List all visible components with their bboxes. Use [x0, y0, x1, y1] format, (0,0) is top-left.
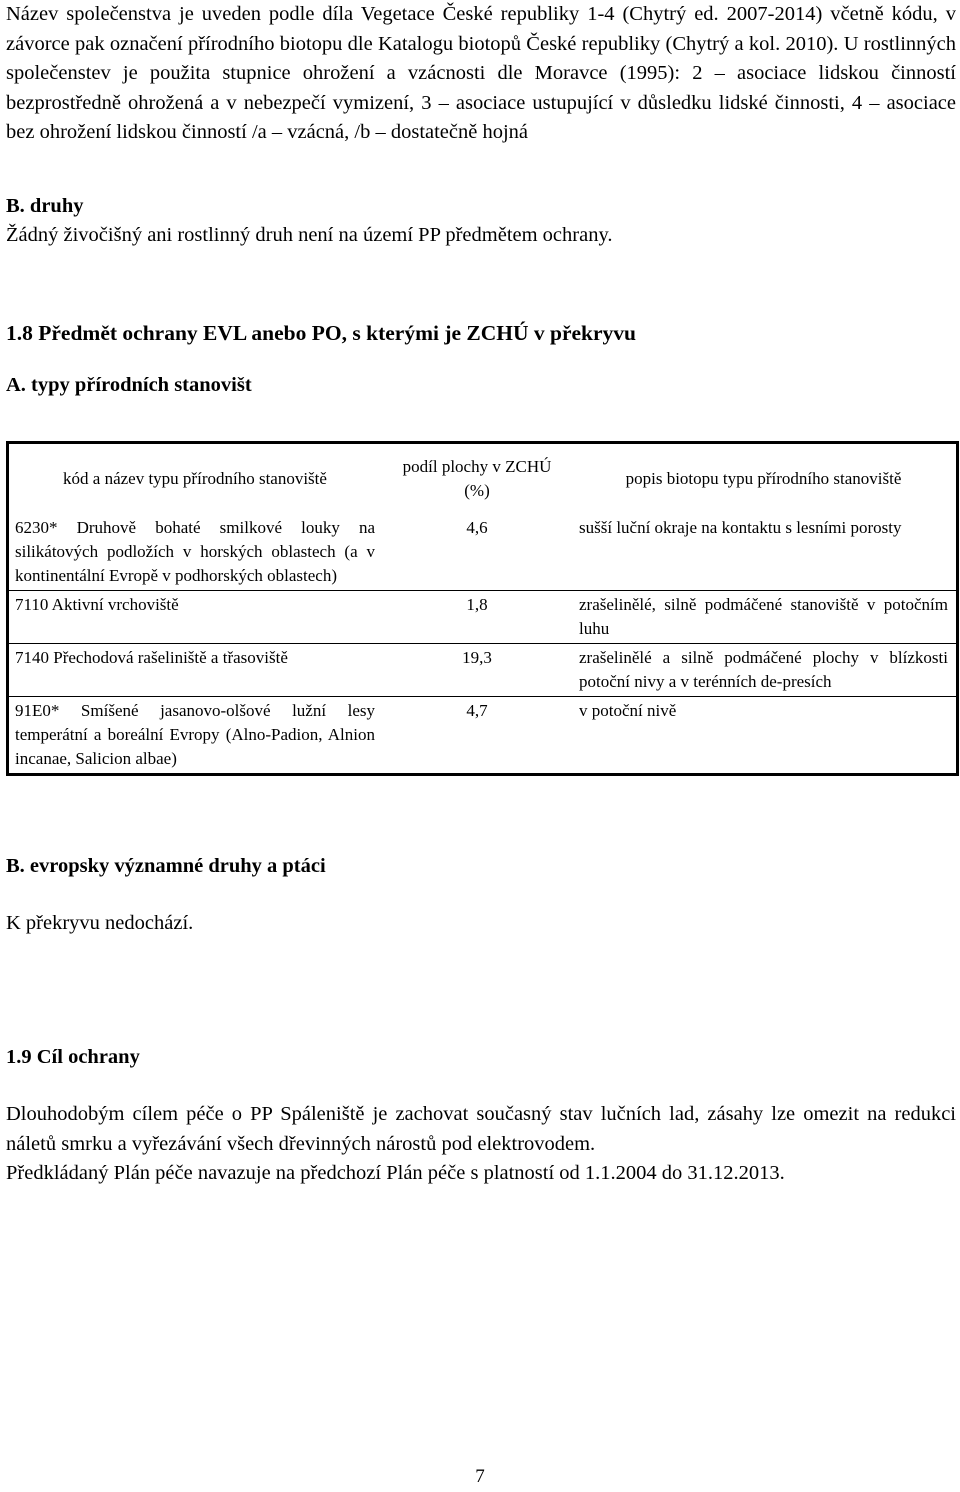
header-description: popis biotopu typu přírodního stanoviště — [625, 468, 902, 488]
table-header-row — [8, 442, 958, 514]
table-row — [8, 590, 958, 643]
text-b-evropsky: K překryvu nedochází. — [6, 912, 194, 934]
text-b-druhy: Žádný živočišný ani rostlinný druh není na území PP předmětem ochrany. — [6, 224, 613, 246]
header-share: podíl plochy v ZCHÚ (%) — [402, 456, 552, 500]
subheading-typy-stanovist: A. typy přírodních stanovišt — [6, 374, 252, 396]
text-1-9-goal: Dlouhodobým cílem péče o PP Spáleniště je zachovat současný stav lučních lad, zásahy lze omezit na redukci náletů smrku a vyřezávání všech dřevinných nárostů pod elektrovodem. — [6, 1103, 956, 1155]
row-description: zrašelinělé, silně podmáčené stanoviště v potočním luhu — [573, 590, 958, 643]
row-description: v potoční nivě — [573, 696, 958, 774]
table-row — [8, 643, 958, 696]
row-description: sušší luční okraje na kontaktu s lesními porosty — [579, 517, 902, 537]
document-page — [6, 0, 956, 1189]
header-code-name: kód a název typu přírodního stanoviště — [63, 468, 327, 488]
row-share: 4,7 — [383, 696, 573, 774]
row-name: 91E0* Smíšené jasanovo-olšové lužní lesy temperátní a boreální Evropy (Alno-Padion, Alnion incanae, Salicion albae) — [8, 696, 384, 774]
row-name: 7110 Aktivní vrchoviště — [8, 590, 384, 643]
text-1-9-plan: Předkládaný Plán péče navazuje na předchozí Plán péče s platností od 1.1.2004 do 31.12.2013. — [6, 1162, 785, 1184]
row-share: 1,8 — [383, 590, 573, 643]
heading-b-evropsky: B. evropsky významné druhy a ptáci — [6, 854, 326, 877]
table-row — [8, 696, 958, 774]
heading-1-8: 1.8 Předmět ochrany EVL anebo PO, s kterými je ZCHÚ v překryvu — [6, 320, 637, 345]
row-description: zrašelinělé a silně podmáčené plochy v blízkosti potoční nivy a v terénních de-presích — [573, 643, 958, 696]
habitat-table — [6, 441, 959, 776]
row-share: 19,3 — [383, 643, 573, 696]
table-row — [8, 514, 958, 591]
row-name: 7140 Přechodová rašeliniště a třasoviště — [8, 643, 384, 696]
heading-1-9: 1.9 Cíl ochrany — [6, 1045, 140, 1068]
row-share: 4,6 — [466, 517, 488, 537]
intro-paragraph: Název společenstva je uveden podle díla Vegetace České republiky 1-4 (Chytrý ed. 2007-2014) včetně kódu, v závorce pak označení přírodního biotopu dle Katalogu biotopů České republiky (Chytrý a kol. 2010). U rostlinných společenstev je použita stupnice ohrožení a vzácnosti dle Moravce (1995): 2 – asociace lidskou činností bezprostředně ohrožená a v nebezpečí vymizení, 3 – asociace ustupující v důsledku lidské činnosti, 4 – asociace bez ohrožení lidskou činností /a – vzácná, /b – dostatečně hojná — [6, 3, 956, 143]
page-number: 7 — [475, 1466, 485, 1487]
heading-b-druhy: B. druhy — [6, 194, 84, 217]
row-name: 6230* Druhově bohaté smilkové louky na silikátových podložích v horských oblastech (a v kontinentální Evropě v podhorských oblastech) — [15, 517, 375, 585]
